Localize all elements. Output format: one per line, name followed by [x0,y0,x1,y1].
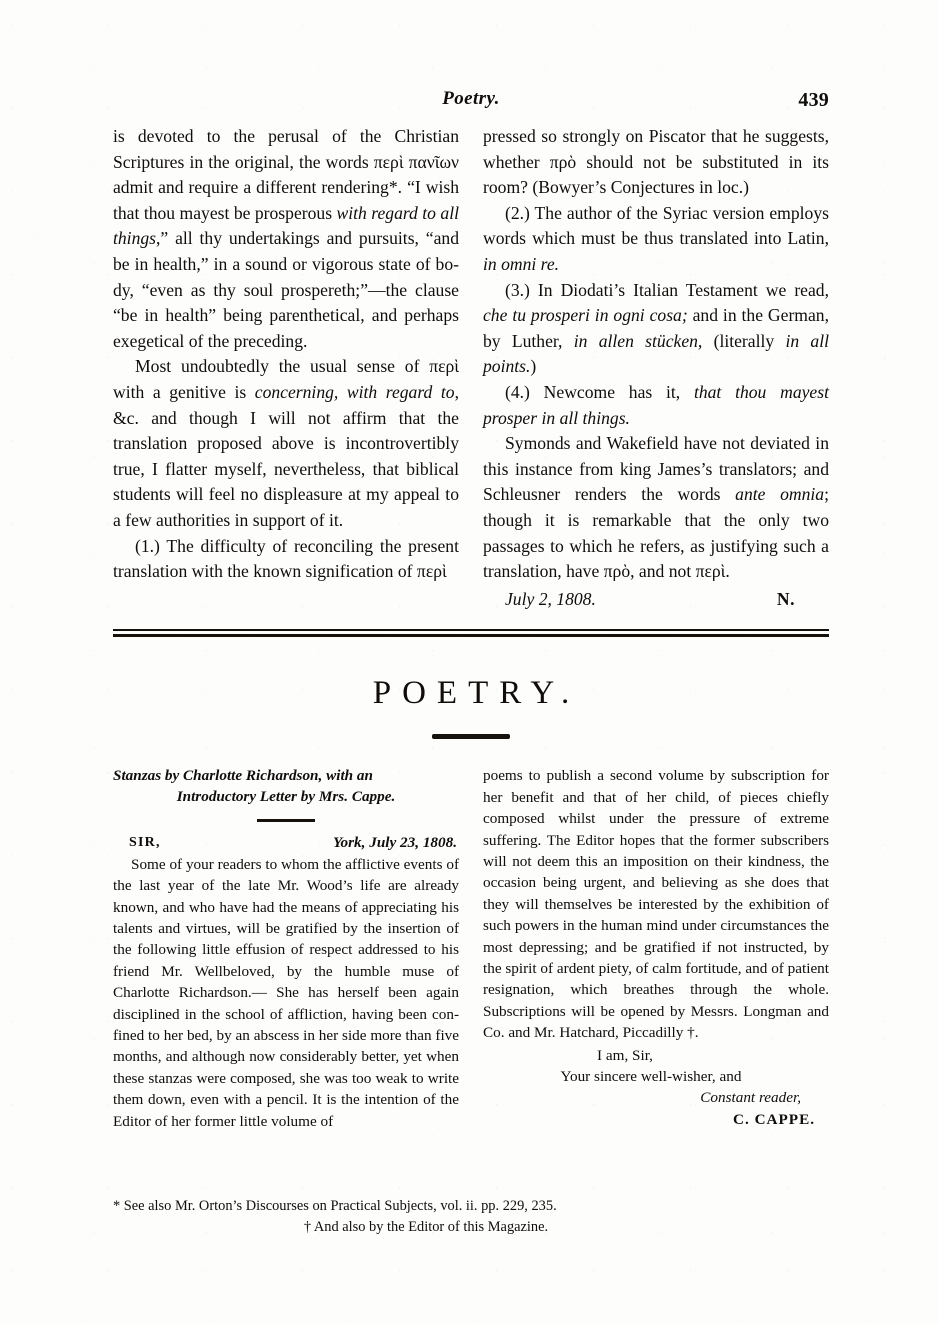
paragraph: (2.) The author of the Syriac version employs words which must be thus translated into Latin, in omni re. [483,202,829,274]
poetry-letter-columns [113,765,829,1132]
paragraph: Most undoubtedly the usual sense of περὶ with a genitive is concerning, with regard to, &c. and though I will not affirm that the translation proposed above is incontrovertibly true, I flatter myself, nevertheless, that biblical students will feel no displeasure at my appeal to a few authorities in support of it. [113,356,459,530]
article-columns [113,124,829,612]
section-divider-double-rule [113,629,829,637]
poetry-byline [113,765,459,807]
paragraph: (1.) The difficulty of reconciling the present translation with the known signification of περὶ [113,535,459,582]
heading-ornament-rule [432,734,510,739]
letter-salutation-row [113,832,459,853]
poetry-byline-line1: Stanzas by Charlotte Richardson, with an [113,767,373,785]
closing-line-3: Constant reader, [700,1089,801,1107]
paragraph: is devoted to the perusal of the Christian Scriptures in the original, the words περὶ πανῖων admit and require a different rendering*. “I wish that thou mayest be prosperous with regard to all things,” all thy undertakings and pursuits, “and be in health,” in a sound or vigorous state of body, “even as thy soul prospereth;”—the clause “be in health” being parenthetical, and perhaps exegetical of the preceding. [113,126,459,351]
letter-place-date: York, July 23, 1808. [332,834,457,852]
article-signature-date: July 2, 1808. [505,588,596,609]
letter-closing [483,1045,829,1131]
divider-rule-top [113,629,829,631]
section-heading-poetry: POETRY. [372,675,581,712]
letter-body-left: Some of your readers to whom the afflictive events of the last year of the late Mr. Wood’s life are already known, and who have had the means of appreciating his talents and virtues, will be gratified by the insertion of the following little effusion of respect addressed to his friend Mr. Wellbeloved, by the humble muse of Charlotte Richardson.— She has herself been again disciplined in the school of affliction, having been confined to her bed, by an abscess in her side more than five months, and although now considerably better, yet when these stanzas were composed, she was too weak to write them down, even with a pencil. It is the intention of the Editor of her former little volume of [113,855,459,1130]
footnote-asterisk: * See also Mr. Orton’s Discourses on Practical Subjects, vol. ii. pp. 229, 235. [113,1198,557,1214]
page-content [113,88,829,1132]
poetry-left-column [113,765,459,1132]
article-signature [483,587,829,613]
footnote-dagger: † And also by the Editor of this Magazine. [303,1219,549,1235]
paragraph: Symonds and Wakefield have not deviated in this instance from king James’s translators; and Schleusner renders the words ante omnia; though it is remarkable that the only two passages to which he refers, as justifying such a translation, have πρὸ, and not περὶ. [483,433,829,582]
article-right-column [483,124,829,612]
article-left-column [113,124,459,612]
footnotes [113,1196,829,1238]
closing-signature: C. CAPPE. [733,1110,815,1128]
byline-ornament-rule [257,819,315,822]
paragraph: (3.) In Diodati’s Italian Testament we read, che tu prosperi in ogni cosa; and in the German, by Luther, in allen stücken, (literally in all points.) [483,279,829,377]
divider-rule-bottom [113,634,829,637]
letter-salutation: SIR, [129,835,161,851]
running-head [113,88,829,118]
letter-body-right: poems to publish a second volume by subscription for her benefit and that of her child, of pieces chiefly composed whilst under the pressure of extreme suffering. The Editor hopes that the former subscribers will not deem this an imposition on their kindness, the occasion being urgent, and believing as she does that they will themselves be interested by the exhibition of such powers in the human mind under circumstances the most depressing; and be gratified if not instructed, by the spirit of ardent piety, of calm fortitude, and of patient resignation, which breathes through the whole. Subscriptions will be opened by Messrs. Longman and Co. and Mr. Hatchard, Piccadilly †. [483,767,829,1042]
running-head-title: Poetry. [442,88,500,109]
paragraph: pressed so strongly on Piscator that he suggests, whether πρὸ should not be substituted in its room? (Bowyer’s Conjectures in loc.) [483,126,829,198]
paragraph: (4.) Newcome has it, that thou mayest prosper in all things. [483,381,829,428]
closing-line-2: Your sincere well-wisher, and [560,1067,742,1085]
page-number: 439 [798,89,829,111]
closing-line-1: I am, Sir, [597,1046,653,1064]
poetry-byline-line2: Introductory Letter by Mrs. Cappe. [176,788,396,806]
article-signature-initial: N. [776,588,795,609]
poetry-right-column [483,765,829,1132]
